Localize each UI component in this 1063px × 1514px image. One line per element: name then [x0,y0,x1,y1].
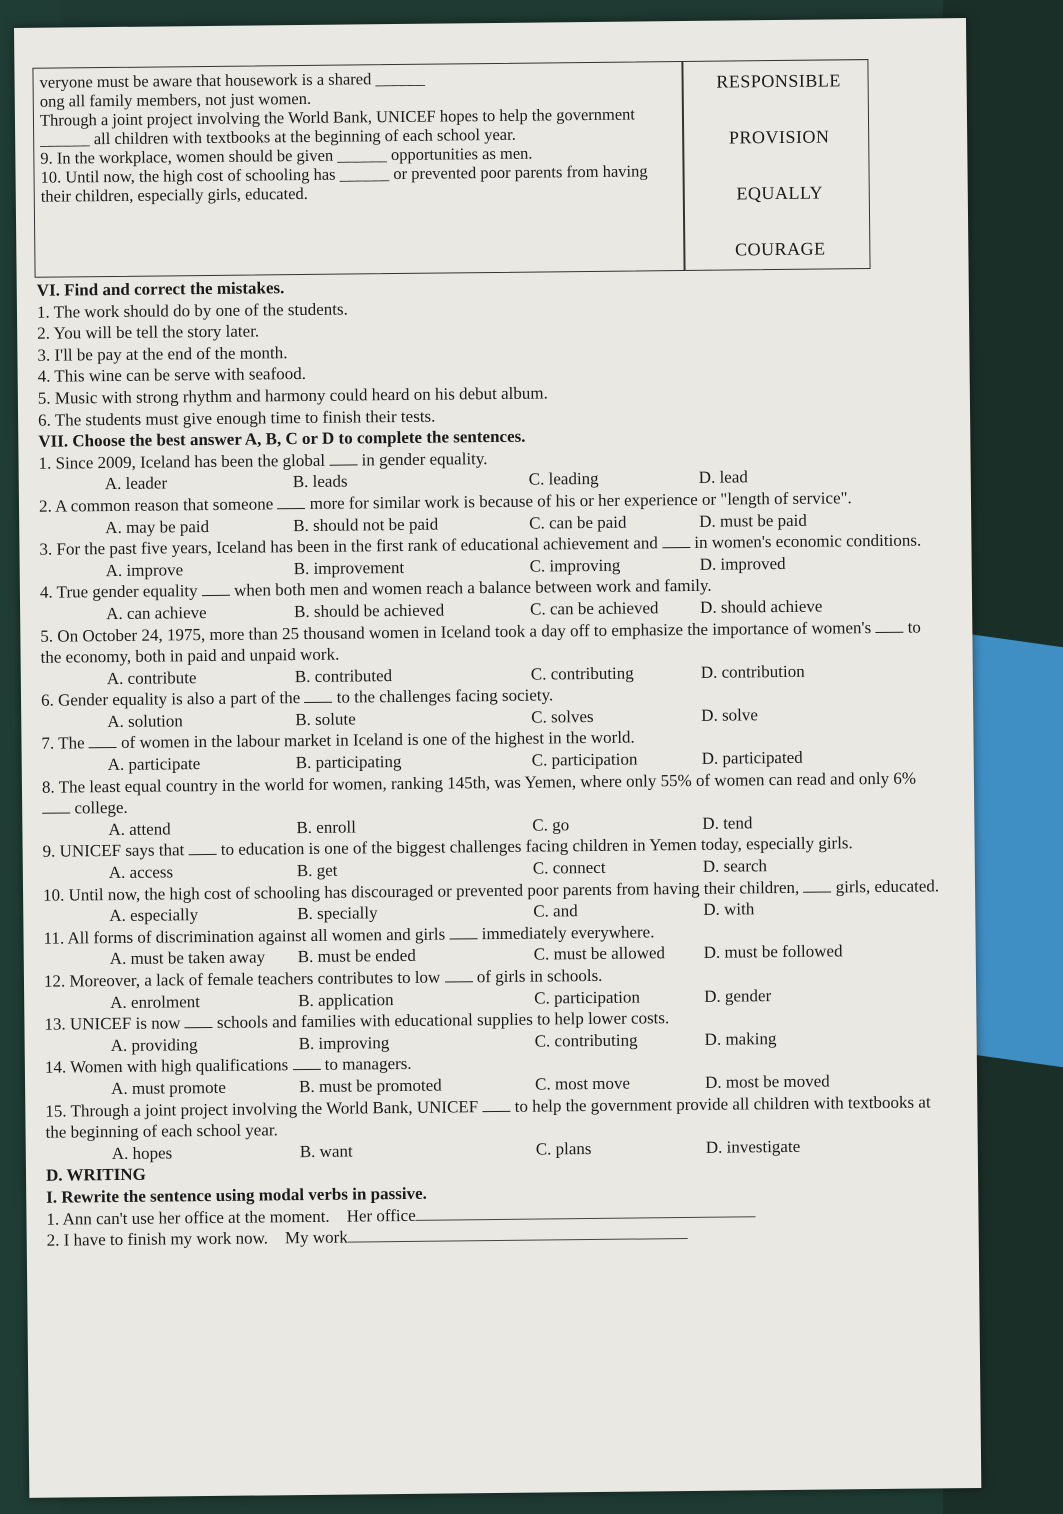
vocab-sentences [39,66,670,206]
answer-option[interactable]: C. contributing [530,663,634,684]
answer-blank[interactable] [188,840,216,855]
answer-option[interactable]: A. hopes [111,1143,173,1163]
mistake-item: 5. Music with strong rhythm and harmony could heard on his debut album. [37,383,548,408]
answer-option[interactable]: C. go [532,815,570,835]
answer-blank[interactable] [277,494,305,509]
question-text: 7. The [41,733,85,754]
answer-blank[interactable] [662,533,690,548]
answer-option[interactable]: C. plans [535,1138,592,1159]
rewrite-start: My work [284,1227,348,1248]
original-sentence: 1. Ann can't use her office at the moment. [46,1206,330,1229]
answer-option[interactable]: B. solute [295,709,356,729]
question-text: 10. Until now, the high cost of schooling has discouraged or prevented poor parents from having their children, [42,877,800,905]
question-item [42,767,948,841]
answer-option[interactable]: D. must be followed [703,941,843,963]
answer-option[interactable]: B. application [298,989,394,1010]
question-text: to the economy, both in paid and unpaid work. [40,617,921,667]
answer-option[interactable]: C. contributing [534,1030,638,1051]
answer-option[interactable]: B. must be ended [297,946,416,967]
vocab-line: Through a joint project involving the World Bank, UNICEF hopes to help the government ______ all children with textbooks at the beginning of each school year. [39,104,636,149]
answer-option[interactable]: B. get [296,860,338,881]
answer-option[interactable]: C. can be paid [529,512,627,533]
question-text: 15. Through a joint project involving the World Bank, UNICEF [45,1096,479,1121]
vocab-divider [681,62,685,270]
question-text: to managers. [324,1054,412,1075]
answer-option[interactable]: B. leads [292,471,348,492]
question-text: to help the government provide all children with textbooks at the beginning of each school year. [45,1092,931,1142]
rewrite-answer-line[interactable] [348,1224,688,1243]
answer-option[interactable]: D. participated [701,747,803,768]
answer-option[interactable]: B. enroll [296,817,356,837]
rewrite-start: Her office [346,1205,416,1226]
answer-option[interactable]: A. must promote [111,1077,226,1099]
question-text: 8. The least equal country in the world for women, ranking 145th, was Yemen, where only 55% of women can read and only 6% [41,768,917,797]
answer-blank[interactable] [803,877,831,892]
vocabulary-box [32,59,870,278]
answer-option[interactable]: C. improving [529,555,621,576]
vocab-line: 10. Until now, the high cost of schooling has ______ or prevented poor parents from having their children, especially girls, educated. [40,161,648,206]
question-text: college. [74,798,128,818]
rewrite-answer-line[interactable] [416,1202,756,1221]
answer-option[interactable]: B. specially [297,903,378,924]
mistake-item: 6. The students must give enough time to finish their tests. [38,406,436,430]
question-text: when both men and women reach a balance between work and family. [234,576,712,601]
answer-blank[interactable] [444,967,472,982]
mistake-item: 2. You will be tell the story later. [37,321,260,343]
answer-blank[interactable] [89,733,117,748]
answer-option[interactable]: A. leader [104,473,168,494]
answer-option[interactable]: B. participating [295,752,402,773]
answer-option[interactable]: C. most move [534,1073,631,1094]
answer-option[interactable]: A. can achieve [106,602,207,623]
answer-blank[interactable] [42,799,70,814]
word-item: PROVISION [728,126,830,148]
answer-option[interactable]: B. should not be paid [293,514,439,535]
answer-blank[interactable] [304,688,332,703]
question-text: 6. Gender equality is also a part of the [40,688,301,711]
answer-option[interactable]: C. connect [532,857,606,878]
writing-section-title: D. WRITING [45,1165,146,1186]
question-text: in gender equality. [361,448,488,470]
answer-option[interactable]: B. want [299,1141,353,1161]
word-item: EQUALLY [736,182,824,204]
answer-option[interactable]: A. access [108,862,174,883]
answer-option[interactable]: D. search [702,856,768,876]
answer-option[interactable]: C. can be achieved [530,598,659,619]
question-text: 14. Women with high qualifications [44,1055,289,1078]
question-text: 2. A common reason that someone [38,494,274,516]
answer-option[interactable]: D. investigate [705,1136,801,1157]
answer-option[interactable]: A. enrolment [110,991,201,1012]
answer-option[interactable]: A. attend [108,819,171,839]
answer-option[interactable]: C. participation [531,749,638,770]
answer-option[interactable]: A. solution [107,711,183,731]
question-text: 1. Since 2009, Iceland has been the global [38,450,326,473]
mistake-item: 4. This wine can be serve with seafood. [37,364,307,387]
answer-option[interactable]: B. must be promoted [299,1075,442,1097]
exercise-content [37,270,952,1251]
question-text: 12. Moreover, a lack of female teachers contributes to low [43,967,441,991]
word-list [693,70,865,296]
question-item [45,1091,951,1165]
answer-option[interactable]: D. lead [698,467,748,488]
question-text: of girls in schools. [476,965,603,987]
mistakes-list [37,292,943,431]
vocab-line: veryone must be aware that housework is a shared ______ [39,68,426,92]
answer-blank[interactable] [202,581,230,596]
answer-blank[interactable] [329,450,357,465]
mistake-item: 3. I'll be pay at the end of the month. [37,342,288,365]
answer-option[interactable]: A. improve [105,559,184,580]
answer-option[interactable]: B. should be achieved [294,600,445,622]
answer-option[interactable]: C. and [533,901,578,921]
question-text: 5. On October 24, 1975, more than 25 thousand women in Iceland took a day off to emphasize the importance of women's [40,617,872,646]
answer-option[interactable]: D. should achieve [700,596,823,617]
answer-option[interactable]: D. improved [699,553,786,574]
answer-option[interactable]: D. must be paid [699,510,807,531]
question-text: girls, educated. [835,875,940,897]
answer-option[interactable]: C. participation [534,987,641,1008]
answer-option[interactable]: D. contribution [700,661,805,682]
answer-option[interactable]: B. improving [298,1032,390,1053]
answer-blank[interactable] [185,1013,213,1028]
answer-option[interactable]: C. leading [528,469,599,489]
question-text: 4. True gender equality [39,581,198,603]
answer-option[interactable]: A. must be taken away [109,947,266,969]
vocab-line: ong all family members, not just women. [39,88,312,111]
writing-heading: I. Rewrite the sentence using modal verbs in passive. [46,1183,427,1207]
question-item [40,616,946,690]
question-text: to education is one of the biggest challenges facing children in Yemen today, especially girls. [220,833,853,860]
question-text: 3. For the past five years, Iceland has been in the first rank of educational achievement and [39,533,658,559]
question-text: 13. UNICEF is now [44,1013,181,1034]
answer-option[interactable]: B. improvement [293,557,405,578]
question-text: of women in the labour market in Iceland is one of the highest in the world. [121,728,635,753]
worksheet-page [14,18,981,1498]
answer-option[interactable]: D. tend [702,813,753,833]
answer-option[interactable]: A. may be paid [105,516,210,537]
answer-option[interactable]: A. especially [109,905,199,926]
answer-option[interactable]: D. making [704,1028,777,1049]
question-text: more for similar work is because of his or her experience or "length of service". [309,488,852,513]
answer-blank[interactable] [875,617,903,632]
question-text: immediately everywhere. [481,922,655,943]
answer-blank[interactable] [482,1096,510,1111]
original-sentence: 2. I have to finish my work now. [46,1228,269,1250]
answer-option[interactable]: A. contribute [106,667,197,688]
question-text: 11. All forms of discrimination against all women and girls [43,924,446,948]
answer-option[interactable]: A. providing [110,1034,198,1055]
question-text: schools and families with educational supplies to help lower costs. [216,1008,670,1033]
answer-option[interactable]: D. gender [704,985,772,1006]
answer-option[interactable]: D. solve [701,705,759,725]
question-text: in women's economic conditions. [694,530,922,553]
writing-list [46,1199,951,1252]
section-vii-heading: VII. Choose the best answer A, B, C or D to complete the sentences. [38,426,526,451]
multiple-choice-list [38,443,950,1165]
answer-blank[interactable] [292,1055,320,1070]
answer-option[interactable]: C. solves [531,706,594,727]
question-text: to the challenges facing society. [336,685,554,707]
answer-option[interactable]: D. most be moved [704,1071,830,1092]
section-vi-heading: VI. Find and correct the mistakes. [36,278,285,300]
answer-option[interactable]: B. contributed [294,665,393,686]
answer-option[interactable]: D. with [703,899,755,920]
vocab-line: 9. In the workplace, women should be given ______ opportunities as men. [40,143,533,168]
answer-option[interactable]: A. participate [107,754,201,775]
question-text: 9. UNICEF says that [42,840,185,862]
answer-blank[interactable] [449,924,477,939]
mistake-item: 1. The work should do by one of the students. [36,299,348,322]
answer-option[interactable]: C. must be allowed [533,943,666,965]
word-item: RESPONSIBLE [716,70,841,92]
word-item: COURAGE [734,238,826,260]
